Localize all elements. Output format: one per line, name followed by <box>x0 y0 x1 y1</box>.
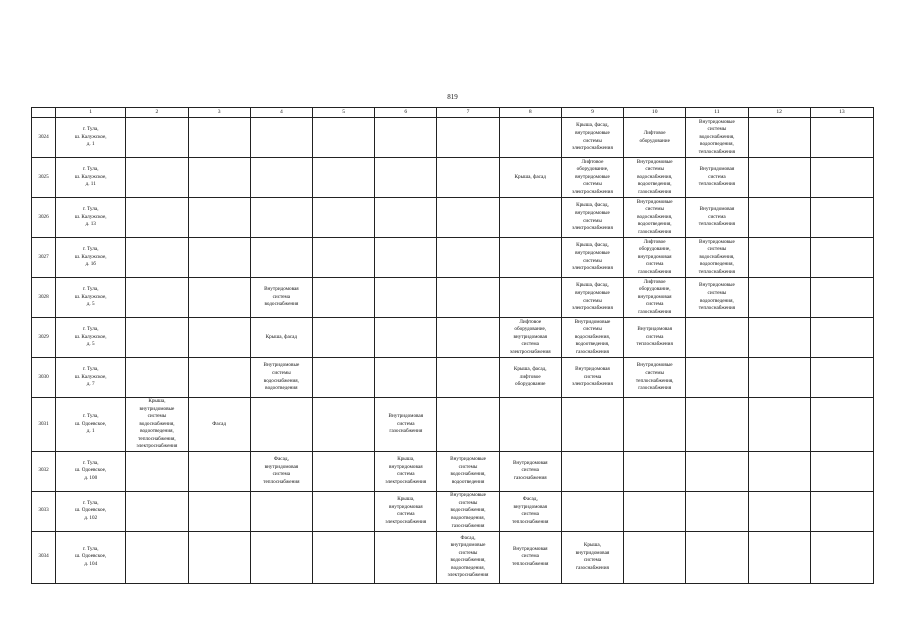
work-text: Лифтовое оборудование, внутридомовые системы электроснабжения <box>572 158 613 195</box>
work-cell-col-12 <box>686 491 748 531</box>
table-row <box>32 158 874 198</box>
work-cell-col-14 <box>810 451 873 491</box>
work-cell-col-8 <box>437 118 499 158</box>
work-cell-col-9 <box>499 238 561 278</box>
work-cell-col-4 <box>188 531 250 583</box>
address-cell <box>56 118 126 158</box>
work-cell-col-11 <box>624 531 686 583</box>
work-cell-col-5 <box>250 491 312 531</box>
work-cell-col-12 <box>686 158 748 198</box>
work-text: Лифтовое оборудование, внутридомовая система электроснабжения <box>509 318 551 355</box>
work-text: Лифтовое оборудование, внутридомовая система газоснабжения <box>637 238 672 275</box>
work-cell-col-11 <box>624 398 686 452</box>
work-cell-col-6 <box>312 198 374 238</box>
work-text: Внутридомовая система водоснабжения <box>264 286 299 308</box>
work-cell-col-3 <box>126 491 188 531</box>
work-cell-col-8 <box>437 398 499 452</box>
work-cell-col-6 <box>312 531 374 583</box>
work-text: Крыша, внутридомовая система электроснабжения <box>385 456 427 485</box>
address-cell <box>56 238 126 278</box>
row-number: 3030 <box>32 358 56 398</box>
work-cell-col-12 <box>686 318 748 358</box>
work-cell-col-5 <box>250 318 312 358</box>
work-text: Фасад, внутридомовая система теплоснабжения <box>263 456 300 485</box>
work-cell-col-9 <box>499 531 561 583</box>
work-text: Фасад, внутридомовые системы водоснабжения, водоотведения, электроснабжения <box>447 534 489 579</box>
work-text: Внутридомовая система теплоснабжения <box>636 326 673 348</box>
column-header: 11 <box>686 108 748 118</box>
address-text: г. Тула, ш. Калужское, д. 1 <box>74 126 107 148</box>
work-cell-col-10 <box>561 118 623 158</box>
address-cell <box>56 398 126 452</box>
work-cell-col-13 <box>748 158 810 198</box>
address-cell <box>56 491 126 531</box>
work-cell-col-7 <box>375 118 437 158</box>
work-cell-col-7 <box>375 238 437 278</box>
work-cell-col-13 <box>748 451 810 491</box>
table-row <box>32 398 874 452</box>
work-text: Внутридомовая система теплоснабжения <box>698 206 736 228</box>
work-cell-col-4 <box>188 318 250 358</box>
work-cell-col-7 <box>375 491 437 531</box>
work-text: Внутридомовые системы водоснабжения, водоотведения, газоснабжения <box>636 198 673 235</box>
work-cell-col-13 <box>748 491 810 531</box>
work-cell-col-12 <box>686 398 748 452</box>
column-header: 12 <box>748 108 810 118</box>
column-header: 13 <box>810 108 873 118</box>
work-text: Крыша, внутридомовая система электроснабжения <box>385 496 427 525</box>
address-cell <box>56 531 126 583</box>
work-text: Внутридомовые системы водоснабжения, водоотведения, газоснабжения <box>450 492 486 529</box>
column-header: 1 <box>56 108 126 118</box>
work-cell-col-8 <box>437 238 499 278</box>
work-text: Крыша, фасад <box>265 333 298 340</box>
work-cell-col-11 <box>624 278 686 318</box>
table-row <box>32 491 874 531</box>
work-cell-col-5 <box>250 451 312 491</box>
work-cell-col-8 <box>437 198 499 238</box>
work-cell-col-11 <box>624 238 686 278</box>
work-cell-col-7 <box>375 198 437 238</box>
table-row <box>32 278 874 318</box>
work-cell-col-3 <box>126 398 188 452</box>
work-cell-col-4 <box>188 158 250 198</box>
work-cell-col-11 <box>624 491 686 531</box>
work-cell-col-7 <box>375 158 437 198</box>
work-cell-col-3 <box>126 158 188 198</box>
address-text: г. Тула, ш. Одоевское, д. 100 <box>75 459 107 481</box>
work-cell-col-6 <box>312 491 374 531</box>
row-number: 3031 <box>32 398 56 452</box>
work-cell-col-10 <box>561 491 623 531</box>
work-cell-col-7 <box>375 398 437 452</box>
work-text: Внутридомовые системы водоотведения, теплоснабжения <box>698 282 736 312</box>
work-cell-col-10 <box>561 158 623 198</box>
work-cell-col-4 <box>188 398 250 452</box>
work-cell-col-3 <box>126 358 188 398</box>
table-row <box>32 118 874 158</box>
work-cell-col-5 <box>250 198 312 238</box>
row-number: 3028 <box>32 278 56 318</box>
work-cell-col-13 <box>748 118 810 158</box>
work-cell-col-7 <box>375 451 437 491</box>
work-cell-col-10 <box>561 358 623 398</box>
work-cell-col-6 <box>312 398 374 452</box>
work-cell-col-5 <box>250 358 312 398</box>
work-text: Крыша, внутридомовые системы водоснабжения, водоотведения, теплоснабжения, электроснабжения <box>136 398 178 450</box>
row-number: 3032 <box>32 451 56 491</box>
column-header: 6 <box>375 108 437 118</box>
column-header: 8 <box>499 108 561 118</box>
work-cell-col-13 <box>748 238 810 278</box>
table-row <box>32 358 874 398</box>
work-cell-col-10 <box>561 198 623 238</box>
work-cell-col-11 <box>624 318 686 358</box>
work-cell-col-9 <box>499 198 561 238</box>
address-cell <box>56 358 126 398</box>
work-cell-col-5 <box>250 278 312 318</box>
work-text: Внутридомовые системы водоснабжения, водоотведения, теплоснабжения <box>698 238 736 275</box>
work-cell-col-5 <box>250 158 312 198</box>
address-text: г. Тула, ш. Одоевское, д. 102 <box>75 499 107 521</box>
address-text: г. Тула, ш. Одоевское, д. 1 <box>75 413 107 435</box>
work-cell-col-14 <box>810 398 873 452</box>
address-text: г. Тула, ш. Калужское, д. 11 <box>74 166 107 188</box>
column-header: 3 <box>188 108 250 118</box>
work-cell-col-8 <box>437 491 499 531</box>
address-text: г. Тула, ш. Одоевское, д. 104 <box>75 545 107 567</box>
work-cell-col-3 <box>126 531 188 583</box>
work-text: Крыша, фасад, внутридомовые системы электроснабжения <box>572 282 613 312</box>
row-number: 3033 <box>32 491 56 531</box>
work-cell-col-3 <box>126 318 188 358</box>
work-cell-col-8 <box>437 318 499 358</box>
work-cell-col-5 <box>250 398 312 452</box>
work-text: Фасад, внутридомовая система теплоснабжения <box>512 496 549 525</box>
row-number: 3027 <box>32 238 56 278</box>
work-cell-col-8 <box>437 531 499 583</box>
work-cell-col-3 <box>126 238 188 278</box>
work-cell-col-14 <box>810 158 873 198</box>
work-text: Крыша, фасад <box>514 173 546 180</box>
work-cell-col-12 <box>686 238 748 278</box>
work-cell-col-13 <box>748 398 810 452</box>
work-cell-col-8 <box>437 158 499 198</box>
work-cell-col-13 <box>748 531 810 583</box>
work-cell-col-10 <box>561 278 623 318</box>
work-cell-col-6 <box>312 318 374 358</box>
table-row <box>32 318 874 358</box>
work-cell-col-6 <box>312 358 374 398</box>
work-cell-col-9 <box>499 491 561 531</box>
work-cell-col-13 <box>748 318 810 358</box>
work-cell-col-14 <box>810 198 873 238</box>
column-header: 7 <box>437 108 499 118</box>
work-cell-col-9 <box>499 158 561 198</box>
work-cell-col-14 <box>810 238 873 278</box>
column-header: 9 <box>561 108 623 118</box>
column-header: 4 <box>250 108 312 118</box>
program-table <box>31 107 874 584</box>
work-cell-col-4 <box>188 278 250 318</box>
work-text: Крыша, фасад, внутридомовые системы электроснабжения <box>572 122 613 152</box>
row-number: 3025 <box>32 158 56 198</box>
corner-cell <box>32 108 56 118</box>
work-cell-col-10 <box>561 398 623 452</box>
work-cell-col-14 <box>810 318 873 358</box>
work-cell-col-6 <box>312 278 374 318</box>
work-text: Внутридомовая система теплоснабжения <box>512 545 549 567</box>
row-number: 3034 <box>32 531 56 583</box>
work-text: Внутридомовые системы водоснабжения, водоотведения, газоснабжения <box>574 318 611 355</box>
work-cell-col-12 <box>686 358 748 398</box>
work-cell-col-4 <box>188 118 250 158</box>
work-cell-col-9 <box>499 451 561 491</box>
work-cell-col-13 <box>748 358 810 398</box>
work-cell-col-14 <box>810 358 873 398</box>
work-cell-col-7 <box>375 531 437 583</box>
work-cell-col-9 <box>499 398 561 452</box>
work-cell-col-3 <box>126 118 188 158</box>
work-cell-col-11 <box>624 358 686 398</box>
row-number: 3024 <box>32 118 56 158</box>
address-cell <box>56 198 126 238</box>
work-cell-col-12 <box>686 278 748 318</box>
address-text: г. Тула, ш. Калужское, д. 13 <box>74 206 107 228</box>
work-cell-col-6 <box>312 238 374 278</box>
header-row <box>32 108 874 118</box>
work-text: Внутридомовая система электроснабжения <box>572 366 613 388</box>
work-cell-col-8 <box>437 451 499 491</box>
address-cell <box>56 318 126 358</box>
address-text: г. Тула, ш. Калужское, д. 5 <box>74 286 107 308</box>
work-text: Внутридомовые системы водоснабжения, водоотведения <box>450 456 486 485</box>
work-cell-col-14 <box>810 491 873 531</box>
work-text: Крыша, внутридомовая система газоснабжения <box>575 542 610 571</box>
work-cell-col-11 <box>624 158 686 198</box>
page-number: 819 <box>447 93 458 101</box>
work-cell-col-8 <box>437 278 499 318</box>
work-cell-col-5 <box>250 531 312 583</box>
work-cell-col-12 <box>686 531 748 583</box>
column-header: 2 <box>126 108 188 118</box>
work-cell-col-4 <box>188 358 250 398</box>
address-text: г. Тула, ш. Калужское, д. 1б <box>74 246 107 268</box>
work-cell-col-4 <box>188 198 250 238</box>
address-cell <box>56 451 126 491</box>
work-cell-col-3 <box>126 198 188 238</box>
table-row <box>32 238 874 278</box>
work-text: Крыша, фасад, лифтовое оборудование <box>513 366 547 388</box>
work-text: Внутридомовые системы водоснабжения, водоотведения, теплоснабжения <box>698 118 736 155</box>
work-text: Крыша, фасад, внутридомовые системы электроснабжения <box>572 202 613 232</box>
work-text: Лифтовое оборудование <box>639 129 670 144</box>
work-text: Внутридомовая система теплоснабжения <box>698 166 736 188</box>
address-text: г. Тула, ш. Калужское, д. 7 <box>74 366 107 388</box>
work-cell-col-4 <box>188 238 250 278</box>
work-cell-col-7 <box>375 318 437 358</box>
work-text: Внутридомовые системы водоснабжения, водоотведения, газоснабжения <box>636 158 673 195</box>
work-cell-col-5 <box>250 238 312 278</box>
work-cell-col-7 <box>375 358 437 398</box>
work-text: Внутридомовые системы теплоснабжения, газоснабжения <box>635 362 674 392</box>
work-cell-col-12 <box>686 198 748 238</box>
work-text: Внутридомовые системы водоснабжения, водоотведения <box>263 362 300 392</box>
work-cell-col-12 <box>686 451 748 491</box>
work-cell-col-7 <box>375 278 437 318</box>
work-cell-col-10 <box>561 451 623 491</box>
address-text: г. Тула, ш. Калужское, д. 5 <box>74 326 107 348</box>
work-cell-col-12 <box>686 118 748 158</box>
work-cell-col-6 <box>312 158 374 198</box>
row-number: 3026 <box>32 198 56 238</box>
work-cell-col-5 <box>250 118 312 158</box>
address-cell <box>56 278 126 318</box>
work-cell-col-14 <box>810 531 873 583</box>
row-number: 3029 <box>32 318 56 358</box>
work-cell-col-3 <box>126 278 188 318</box>
work-text: Внутридомовая система газоснабжения <box>388 413 424 435</box>
column-header: 10 <box>624 108 686 118</box>
work-cell-col-11 <box>624 118 686 158</box>
work-cell-col-9 <box>499 318 561 358</box>
table-row <box>32 198 874 238</box>
work-cell-col-6 <box>312 451 374 491</box>
work-text: Фасад <box>212 420 227 427</box>
work-cell-col-11 <box>624 198 686 238</box>
work-cell-col-14 <box>810 278 873 318</box>
address-cell <box>56 158 126 198</box>
work-text: Лифтовое оборудование, внутридомовая система газоснабжения <box>637 278 672 315</box>
work-cell-col-13 <box>748 198 810 238</box>
work-cell-col-10 <box>561 531 623 583</box>
work-cell-col-14 <box>810 118 873 158</box>
work-cell-col-6 <box>312 118 374 158</box>
work-cell-col-10 <box>561 238 623 278</box>
work-text: Крыша, фасад, внутридомовые системы электроснабжения <box>572 242 613 272</box>
work-cell-col-13 <box>748 278 810 318</box>
work-cell-col-10 <box>561 318 623 358</box>
work-text: Внутридомовая система газоснабжения <box>512 459 548 481</box>
work-cell-col-4 <box>188 451 250 491</box>
work-cell-col-9 <box>499 118 561 158</box>
work-cell-col-8 <box>437 358 499 398</box>
work-cell-col-9 <box>499 278 561 318</box>
table-row <box>32 451 874 491</box>
work-cell-col-3 <box>126 451 188 491</box>
work-cell-col-4 <box>188 491 250 531</box>
column-header: 5 <box>312 108 374 118</box>
table-row <box>32 531 874 583</box>
work-cell-col-11 <box>624 451 686 491</box>
work-cell-col-9 <box>499 358 561 398</box>
